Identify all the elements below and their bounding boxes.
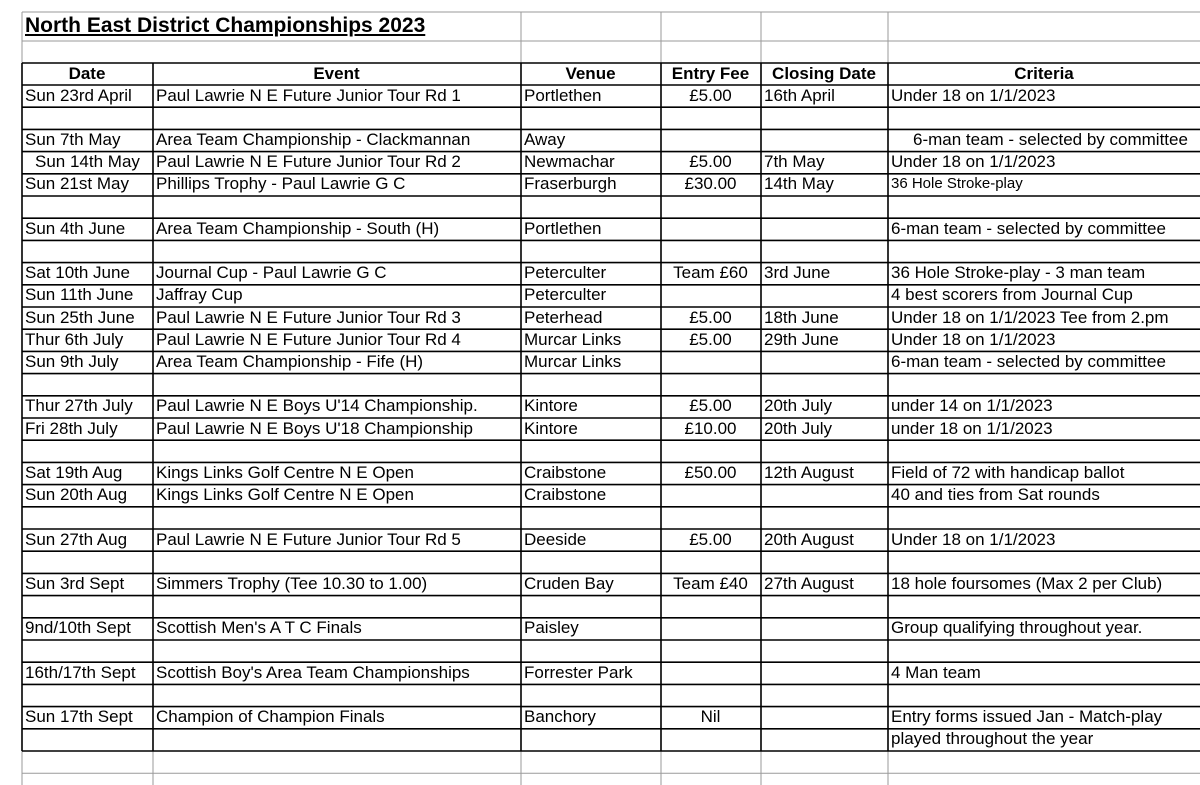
cell-criteria[interactable]: Under 18 on 1/1/2023 bbox=[891, 329, 1056, 349]
cell-closing[interactable]: 20th July bbox=[764, 396, 833, 416]
cell-event[interactable]: Jaffray Cup bbox=[156, 285, 243, 305]
cell-event[interactable]: Scottish Boy's Area Team Championships bbox=[156, 662, 470, 682]
cell-venue[interactable]: Deeside bbox=[524, 529, 587, 549]
cell-event[interactable]: Paul Lawrie N E Future Junior Tour Rd 4 bbox=[156, 329, 461, 349]
cell-fee[interactable]: £5.00 bbox=[689, 307, 732, 327]
cell-criteria[interactable]: Entry forms issued Jan - Match-play bbox=[891, 707, 1163, 727]
cell-closing[interactable]: 3rd June bbox=[764, 263, 831, 283]
header-venue[interactable]: Venue bbox=[565, 64, 616, 83]
cell-date[interactable]: Sun 23rd April bbox=[25, 85, 132, 105]
cell-venue[interactable]: Craibstone bbox=[524, 485, 607, 505]
cell-fee[interactable]: £50.00 bbox=[684, 462, 737, 482]
cell-criteria[interactable]: under 18 on 1/1/2023 bbox=[891, 418, 1053, 438]
cell-fee[interactable]: £5.00 bbox=[689, 152, 732, 172]
header-closing-date[interactable]: Closing Date bbox=[772, 64, 876, 83]
cell-date[interactable]: Sun 7th May bbox=[25, 129, 121, 149]
cell-fee[interactable]: Nil bbox=[700, 707, 721, 727]
cell-date[interactable]: Sat 19th Aug bbox=[25, 462, 123, 482]
cell-criteria[interactable]: 6-man team - selected by committee bbox=[913, 129, 1188, 149]
cell-venue[interactable]: Paisley bbox=[524, 618, 579, 638]
header-event[interactable]: Event bbox=[313, 64, 360, 83]
cell-criteria[interactable]: Under 18 on 1/1/2023 bbox=[891, 152, 1056, 172]
cell-date[interactable]: Sun 21st May bbox=[25, 174, 129, 194]
cell-event[interactable]: Paul Lawrie N E Future Junior Tour Rd 1 bbox=[156, 85, 461, 105]
cell-venue[interactable]: Peterhead bbox=[524, 307, 603, 327]
cell-fee[interactable]: £5.00 bbox=[689, 85, 732, 105]
cell-event[interactable]: Scottish Men's A T C Finals bbox=[156, 618, 362, 638]
cell-date[interactable]: Sun 27th Aug bbox=[25, 529, 128, 549]
cell-fee[interactable]: £5.00 bbox=[689, 396, 732, 416]
cell-date[interactable]: Sun 4th June bbox=[25, 218, 126, 238]
cell-event[interactable]: Paul Lawrie N E Boys U'14 Championship. bbox=[156, 396, 478, 416]
cell-event[interactable]: Area Team Championship - South (H) bbox=[156, 218, 440, 238]
cell-venue[interactable]: Forrester Park bbox=[524, 662, 633, 682]
cell-venue[interactable]: Banchory bbox=[524, 707, 596, 727]
cell-date[interactable]: Sun 25th June bbox=[25, 307, 135, 327]
cell-venue[interactable]: Newmachar bbox=[524, 152, 615, 172]
cell-venue[interactable]: Fraserburgh bbox=[524, 174, 617, 194]
cell-closing[interactable]: 27th August bbox=[764, 573, 854, 593]
cell-venue[interactable]: Peterculter bbox=[524, 285, 607, 305]
cell-closing[interactable]: 20th July bbox=[764, 418, 833, 438]
cell-venue[interactable]: Craibstone bbox=[524, 462, 607, 482]
cell-fee[interactable]: £10.00 bbox=[684, 418, 737, 438]
cell-event[interactable]: Paul Lawrie N E Future Junior Tour Rd 2 bbox=[156, 152, 461, 172]
cell-date[interactable]: Thur 27th July bbox=[25, 396, 133, 416]
cell-event[interactable]: Paul Lawrie N E Future Junior Tour Rd 3 bbox=[156, 307, 461, 327]
cell-venue[interactable]: Away bbox=[524, 129, 566, 149]
cell-date[interactable]: Sun 9th July bbox=[25, 351, 119, 371]
cell-criteria[interactable]: Under 18 on 1/1/2023 bbox=[891, 529, 1056, 549]
cell-closing[interactable]: 20th August bbox=[764, 529, 854, 549]
cell-event[interactable]: Kings Links Golf Centre N E Open bbox=[156, 485, 414, 505]
header-criteria[interactable]: Criteria bbox=[1014, 64, 1074, 83]
cell-criteria[interactable]: 40 and ties from Sat rounds bbox=[891, 485, 1100, 505]
cell-date[interactable]: 16th/17th Sept bbox=[25, 662, 136, 682]
cell-date[interactable]: Sat 10th June bbox=[25, 263, 130, 283]
cell-event[interactable]: Champion of Champion Finals bbox=[156, 707, 385, 727]
cell-closing[interactable]: 14th May bbox=[764, 174, 834, 194]
cell-criteria[interactable]: 4 Man team bbox=[891, 662, 981, 682]
cell-criteria[interactable]: 4 best scorers from Journal Cup bbox=[891, 285, 1133, 305]
cell-date[interactable]: Sun 20th Aug bbox=[25, 485, 128, 505]
cell-event[interactable]: Simmers Trophy (Tee 10.30 to 1.00) bbox=[156, 573, 428, 593]
cell-venue[interactable]: Portlethen bbox=[524, 85, 602, 105]
cell-criteria[interactable]: Under 18 on 1/1/2023 Tee from 2.pm bbox=[891, 307, 1169, 327]
cell-fee[interactable]: Team £40 bbox=[673, 573, 748, 593]
cell-criteria[interactable]: 36 Hole Stroke-play - 3 man team bbox=[891, 263, 1146, 283]
cell-venue[interactable]: Murcar Links bbox=[524, 351, 622, 371]
cell-closing[interactable]: 29th June bbox=[764, 329, 839, 349]
cell-fee[interactable]: £30.00 bbox=[684, 174, 737, 194]
cell-date[interactable]: Sun 11th June bbox=[25, 285, 134, 305]
cell-criteria[interactable]: under 14 on 1/1/2023 bbox=[891, 396, 1053, 416]
cell-event[interactable]: Journal Cup - Paul Lawrie G C bbox=[156, 263, 387, 283]
cell-criteria[interactable]: 36 Hole Stroke-play bbox=[891, 175, 1023, 193]
cell-event[interactable]: Kings Links Golf Centre N E Open bbox=[156, 462, 414, 482]
cell-criteria[interactable]: 18 hole foursomes (Max 2 per Club) bbox=[891, 573, 1163, 593]
cell-criteria[interactable]: Field of 72 with handicap ballot bbox=[891, 462, 1125, 482]
cell-venue[interactable]: Kintore bbox=[524, 418, 578, 438]
cell-fee[interactable]: £5.00 bbox=[689, 329, 732, 349]
cell-venue[interactable]: Murcar Links bbox=[524, 329, 622, 349]
cell-criteria[interactable]: played throughout the year bbox=[891, 729, 1094, 749]
cell-event[interactable]: Phillips Trophy - Paul Lawrie G C bbox=[156, 174, 406, 194]
cell-date[interactable]: Sun 14th May bbox=[35, 152, 140, 172]
cell-venue[interactable]: Peterculter bbox=[524, 263, 607, 283]
cell-closing[interactable]: 12th August bbox=[764, 462, 854, 482]
cell-fee[interactable]: Team £60 bbox=[673, 263, 748, 283]
cell-criteria[interactable]: 6-man team - selected by committee bbox=[891, 351, 1166, 371]
cell-venue[interactable]: Portlethen bbox=[524, 218, 602, 238]
cell-date[interactable]: Sun 17th Sept bbox=[25, 707, 133, 727]
cell-date[interactable]: Sun 3rd Sept bbox=[25, 573, 125, 593]
cell-fee[interactable]: £5.00 bbox=[689, 529, 732, 549]
cell-date[interactable]: Thur 6th July bbox=[25, 329, 124, 349]
header-date[interactable]: Date bbox=[68, 64, 106, 83]
cell-event[interactable]: Area Team Championship - Fife (H) bbox=[156, 351, 424, 371]
cell-closing[interactable]: 18th June bbox=[764, 307, 839, 327]
cell-date[interactable]: 9nd/10th Sept bbox=[25, 618, 131, 638]
header-entry-fee[interactable]: Entry Fee bbox=[671, 64, 750, 83]
cell-closing[interactable]: 16th April bbox=[764, 85, 835, 105]
cell-closing[interactable]: 7th May bbox=[764, 152, 825, 172]
cell-venue[interactable]: Cruden Bay bbox=[524, 573, 614, 593]
cell-criteria[interactable]: Under 18 on 1/1/2023 bbox=[891, 85, 1056, 105]
cell-event[interactable]: Paul Lawrie N E Boys U'18 Championship bbox=[156, 418, 473, 438]
cell-criteria[interactable]: 6-man team - selected by committee bbox=[891, 218, 1166, 238]
cell-event[interactable]: Paul Lawrie N E Future Junior Tour Rd 5 bbox=[156, 529, 461, 549]
cell-event[interactable]: Area Team Championship - Clackmannan bbox=[156, 129, 471, 149]
cell-date[interactable]: Fri 28th July bbox=[25, 418, 118, 438]
cell-criteria[interactable]: Group qualifying throughout year. bbox=[891, 618, 1143, 638]
sheet-title[interactable]: North East District Championships 2023 bbox=[25, 14, 426, 37]
cell-venue[interactable]: Kintore bbox=[524, 396, 578, 416]
